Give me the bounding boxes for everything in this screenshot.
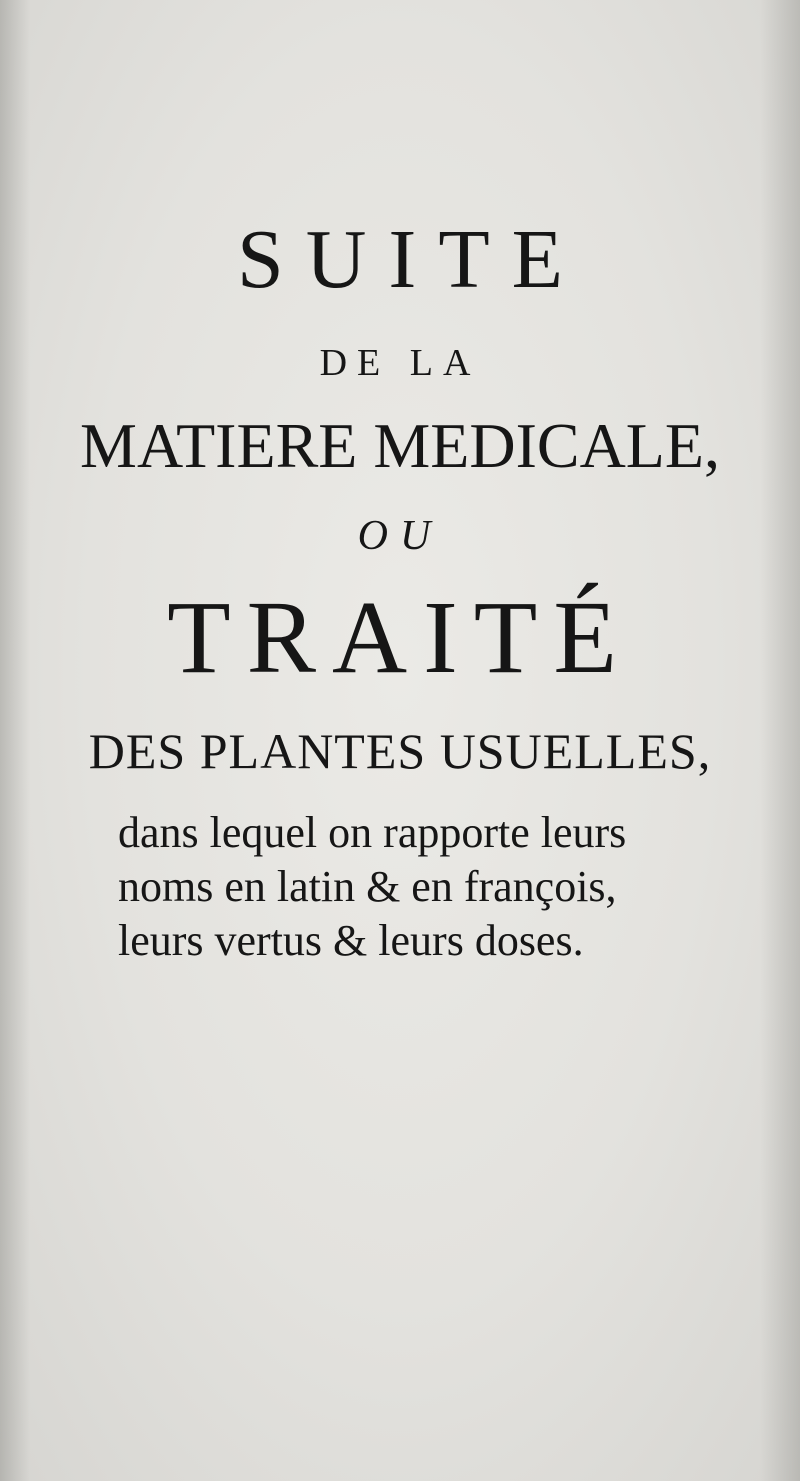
title-matiere-medicale: MATIERE MEDICALE, [80, 410, 720, 481]
title-ou: OU [357, 513, 443, 559]
title-suite: SUITE [237, 213, 585, 306]
description-line-3: leurs vertus & leurs doses. [118, 916, 584, 965]
description-line-2: noms en latin & en françois, [118, 862, 617, 911]
title-traite: TRAITÉ [167, 580, 633, 695]
title-plantes-usuelles: DES PLANTES USUELLES, [88, 723, 712, 779]
title-de-la: DE LA [319, 342, 481, 384]
description-line-1: dans lequel on rapporte leurs [118, 808, 627, 857]
